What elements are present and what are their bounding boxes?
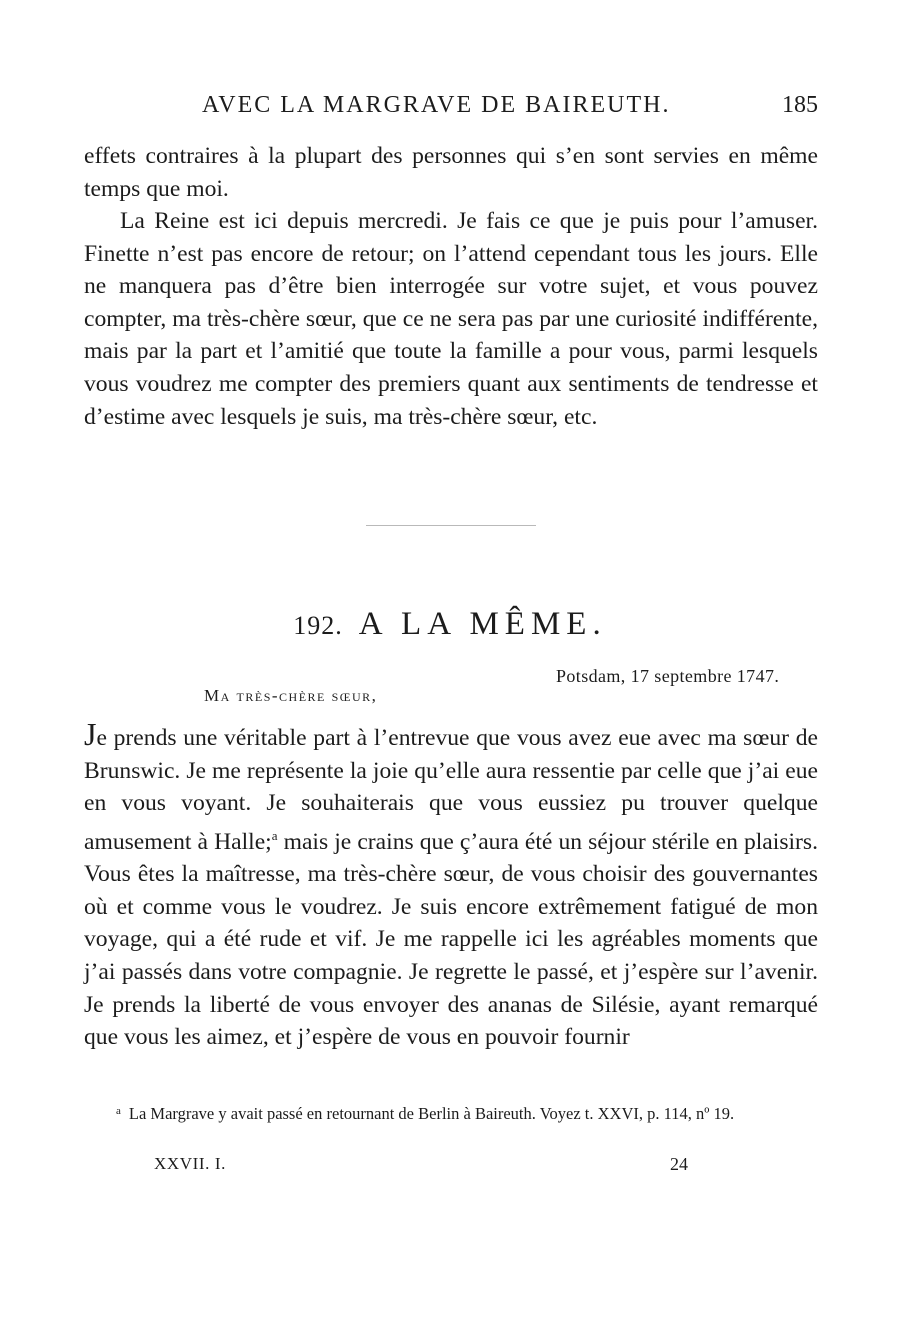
sheet-number: 24: [670, 1154, 688, 1174]
footnote: [84, 1098, 818, 1127]
letter-body-continued: mais je crains que ç’aura été un séjour stérile en plaisirs. Vous êtes la maîtresse, ma très-chère sœur, de vous choisir des gouvernantes où et comme vous le voudrez. Je suis encore extrêmement fatigué de mon voyage, qui a été rude et vif. Je me rappelle ici les agréables moments que j’ai passés dans votre compagnie. Je regrette le passé, et j’espère sur l’avenir. Je prends la liberté de vous envoyer des ananas de Silésie, ayant remarqué que vous les aimez, et j’espère de vous en pouvoir fournir: [84, 828, 818, 1051]
running-head: [84, 92, 818, 126]
footnote-mark: a: [116, 1105, 121, 1117]
footnote-reference: a: [271, 827, 278, 843]
section-divider: [366, 525, 536, 526]
paragraph-continuation: effets contraires à la plupart des personnes qui s’en sont servies en même temps que moi.: [84, 143, 818, 202]
letter-body-text: e prends une véritable part à l’entrevue que vous avez eue avec ma sœur de Brunswic. Je me représente la joie qu’elle aura ressentie par celle que j’ai eue en vous voyant. Je souhaiterais que vous eussiez pu trouver quelque amusement à Halle;: [84, 725, 818, 855]
footnote-text: La Margrave y avait passé en retournant de Berlin à Baireuth. Voyez t. XXVI, p. 114, nº 19.: [128, 1104, 735, 1123]
signature-mark: XXVII. I.: [154, 1154, 226, 1173]
drop-initial: J: [84, 716, 97, 752]
letter-number: 192.: [293, 611, 343, 640]
letter-heading: [0, 606, 900, 643]
letter-body: [84, 716, 818, 1054]
running-title: AVEC LA MARGRAVE DE BAIREUTH.: [202, 92, 671, 118]
letter-title: A LA MÊME.: [358, 606, 607, 642]
salutation: Ma très-chère sœur,: [204, 686, 378, 705]
dateline: Potsdam, 17 septembre 1747.: [556, 666, 780, 686]
paragraph-reine: La Reine est ici depuis mercredi. Je fais ce que je puis pour l’amuser. Finette n’est pas encore de retour; on l’attend cependant tous les jours. Elle ne manquera pas d’être bien interrogée sur votre sujet, et vous pouvez compter, ma très-chère sœur, que ce ne sera pas par une curiosité indifférente, mais par la part et l’amitié que toute la famille a pour vous, parmi lesquels vous voudrez me compter des premiers quant aux sentiments de tendresse et d’estime avec lesquels je suis, ma très-chère sœur, etc.: [84, 208, 818, 430]
page-number: 185: [782, 92, 818, 118]
